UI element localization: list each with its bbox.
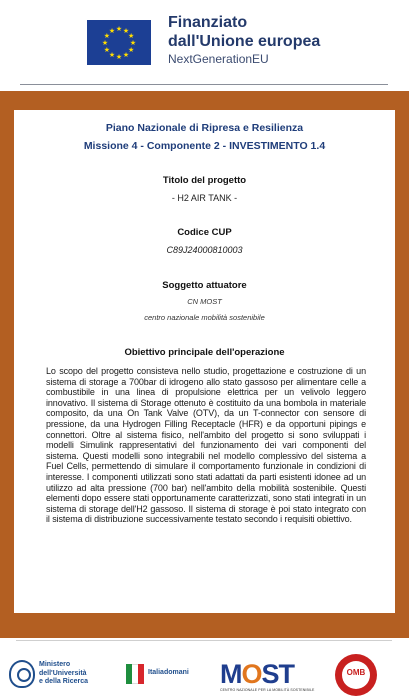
italiadomani-logo bbox=[126, 662, 204, 690]
cup-field bbox=[14, 226, 395, 257]
eu-funding-logo bbox=[83, 13, 327, 71]
eu-star-icon: ★ bbox=[101, 40, 109, 47]
eu-flag-icon bbox=[87, 20, 151, 65]
mission-title: Missione 4 - Componente 2 - INVESTIMENTO 1.4 bbox=[83, 140, 326, 152]
implementer-description: centro nazionale mobilità sostenibile bbox=[144, 313, 265, 322]
eu-line-3: NextGenerationEU bbox=[168, 52, 269, 66]
eu-star-icon: ★ bbox=[108, 52, 116, 60]
project-title-field bbox=[14, 174, 395, 205]
eu-funding-text bbox=[168, 13, 328, 68]
eu-star-icon: ★ bbox=[122, 52, 130, 60]
plan-header bbox=[14, 120, 395, 155]
eu-star-icon: ★ bbox=[103, 47, 111, 54]
eu-star-icon: ★ bbox=[127, 47, 135, 54]
most-wordmark: MOST bbox=[220, 659, 295, 689]
eu-star-icon: ★ bbox=[115, 54, 123, 61]
eu-line-2: dall'Unione europea bbox=[168, 33, 321, 50]
omb-text: OMB bbox=[346, 668, 366, 677]
header-divider bbox=[20, 84, 388, 85]
footer-divider bbox=[16, 640, 392, 641]
mur-line-2: dell'Università bbox=[39, 669, 87, 677]
implementer-field bbox=[14, 279, 395, 324]
implementer-value: CN MOST bbox=[187, 297, 222, 306]
mur-logo bbox=[9, 656, 109, 694]
eu-line-1: Finanziato bbox=[168, 14, 248, 31]
eu-star-icon: ★ bbox=[103, 33, 111, 40]
eu-star-icon: ★ bbox=[108, 27, 116, 35]
republic-emblem-icon bbox=[9, 660, 35, 688]
mur-line-1: Ministero bbox=[39, 661, 71, 668]
project-title-value: - H2 AIR TANK - bbox=[171, 193, 238, 203]
cup-label: Codice CUP bbox=[177, 227, 232, 238]
objective-label: Obiettivo principale dell'operazione bbox=[124, 347, 285, 358]
objective-text: Lo scopo del progetto consisteva nello studio, progettazione e costruzione di un sistema di storage a 700bar di idrogeno allo stato gassoso per alimentare celle a combustibile in una linea di propulsione elettrica per un velivolo leggero innovativo. Il sistema di Storage ottenuto è costituito da una bombola in materiale composito, da una On Tank Valve (OTV), da un T-connector con sensore di pressione, da una Hydrogen Filling Receptacle (HFR) e da opportuni pipings e connettori. Oltre al sistema fisico, nell'ambito del progetto si sono sviluppati i modelli Simulink rappresentativi del funzionamento dei vari componenti del sistema. Questi modelli sono integrabili nel modello complessivo del sistema a Fuel Cells, permettendo di simulare il comportamento funzionale in condizioni di interesse. I componenti utilizzati sono stati adattati da parti esistenti idonee ad un utilizzo ad alta pressione (700 bar) nell'ambito della mobilità sostenibile. Questi elementi dopo essere stati opportunamente caratterizzati, sono stati integrati in un sistema di storage dell'H2 gassoso. Il sistema di storage è poi stato integrato con il sistema di distribuzione successivamente testato secondo i requisiti obiettivo. bbox=[46, 366, 366, 525]
most-logo bbox=[220, 659, 315, 694]
most-subtitle: CENTRO NAZIONALE PER LA MOBILITÀ SOSTENIBILE bbox=[220, 688, 315, 692]
plan-title: Piano Nazionale di Ripresa e Resilienza bbox=[105, 122, 304, 134]
italian-flag-icon bbox=[126, 664, 144, 684]
eu-star-icon: ★ bbox=[129, 40, 137, 47]
italiadomani-text: Italiadomani bbox=[148, 669, 189, 676]
mur-text bbox=[39, 661, 88, 687]
mur-line-3: e della Ricerca bbox=[39, 678, 89, 685]
eu-star-icon: ★ bbox=[122, 27, 130, 35]
cup-value: C89J24000810003 bbox=[166, 245, 243, 255]
project-panel bbox=[14, 110, 395, 613]
eu-star-icon: ★ bbox=[127, 33, 135, 40]
omb-logo bbox=[335, 654, 377, 696]
project-title-label: Titolo del progetto bbox=[162, 175, 247, 186]
eu-star-icon: ★ bbox=[115, 26, 123, 33]
implementer-label: Soggetto attuatore bbox=[162, 280, 247, 291]
